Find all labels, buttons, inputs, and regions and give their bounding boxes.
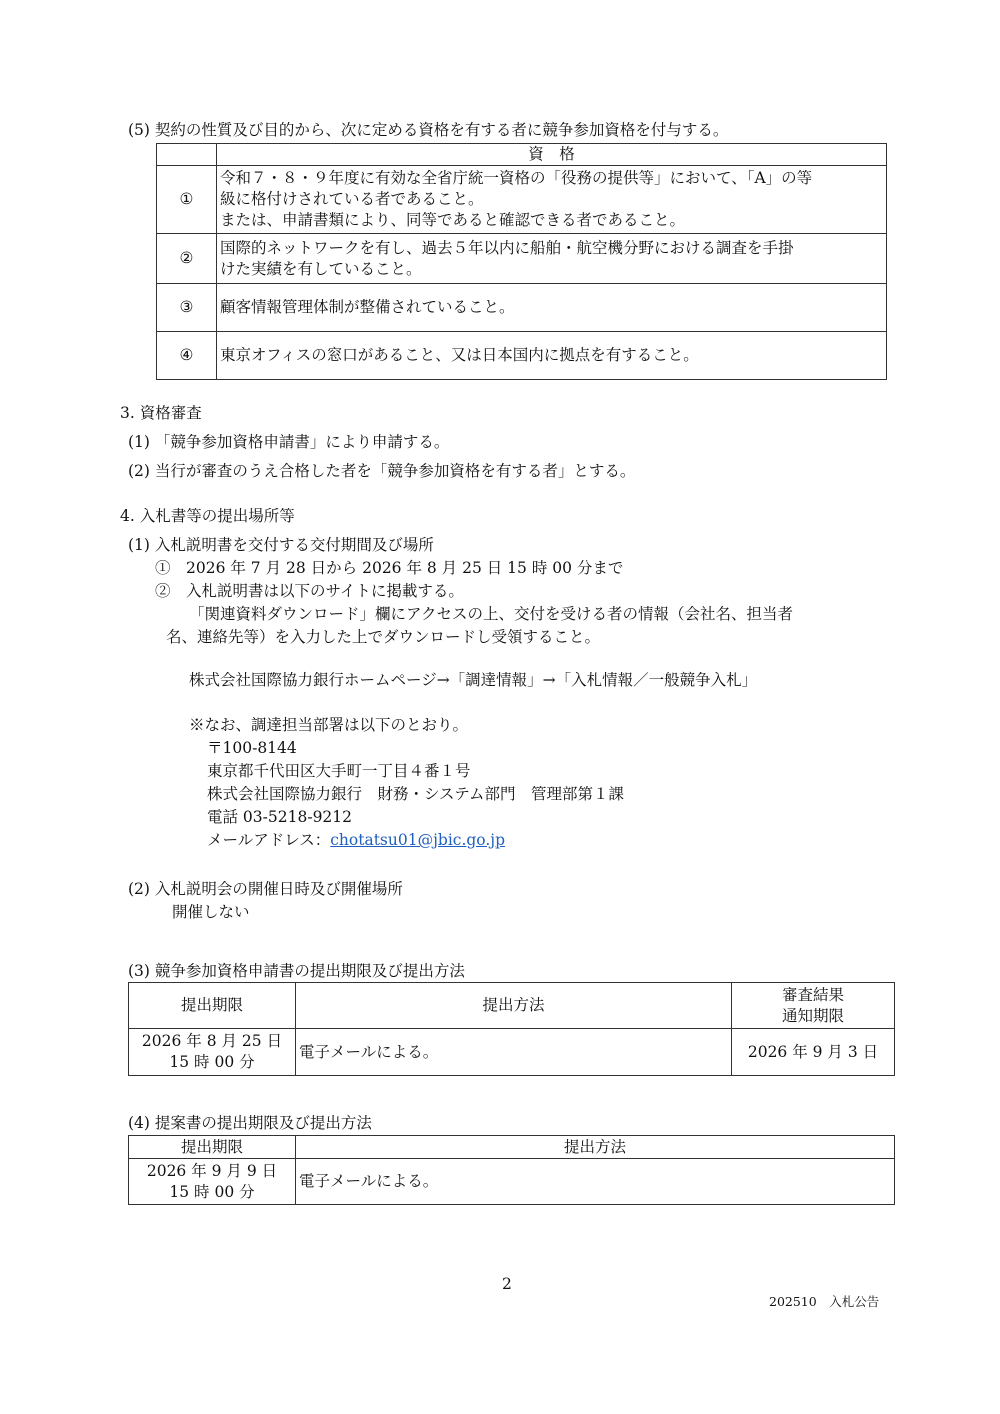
row-number: ③ [157, 284, 217, 332]
table-row [157, 332, 887, 380]
deadline-date: 2026 年 8 月 25 日 [141, 1032, 283, 1051]
table-row [157, 284, 887, 332]
row-number: ④ [157, 332, 217, 380]
phone: 電話 03-5218-9212 [207, 808, 353, 826]
sub1-heading: (1) 入札説明書を交付する交付期間及び場所 [128, 536, 434, 554]
sub4-heading: (4) 提案書の提出期限及び提出方法 [128, 1114, 372, 1132]
section3-item: (1) 「競争参加資格申請書」により申請する。 [128, 433, 450, 451]
col-method-header: 提出方法 [296, 1136, 895, 1159]
deadline-cell [129, 1159, 296, 1205]
qualification-table [156, 143, 887, 380]
text-line: 級に格付けされている者であること。 [220, 190, 484, 209]
department: 株式会社国際協力銀行 財務・システム部門 管理部第１課 [207, 785, 624, 803]
proposal-table [128, 1135, 895, 1205]
col-deadline-header: 提出期限 [129, 983, 296, 1029]
site-path: 株式会社国際協力銀行ホームページ→「調達情報」→「入札情報／一般競争入札」 [189, 671, 758, 689]
section5-heading: (5) 契約の性質及び目的から、次に定める資格を有する者に競争参加資格を付与する。 [128, 121, 729, 139]
text-line: 東京オフィスの窓口があること、又は日本国内に拠点を有すること。 [220, 346, 699, 365]
deadline-date: 2026 年 9 月 9 日 [146, 1161, 278, 1180]
text-line: 国際的ネットワークを有し、過去５年以内に船舶・航空機分野における調査を手掛 [220, 238, 794, 257]
table-row [129, 1029, 895, 1076]
qualification-text [217, 234, 887, 284]
qualification-text [217, 166, 887, 234]
table-row [157, 234, 887, 284]
table-row [129, 1159, 895, 1205]
row-number: ② [157, 234, 217, 284]
sub2-heading: (2) 入札説明会の開催日時及び開催場所 [128, 880, 403, 898]
table-row [157, 166, 887, 234]
row-number: ① [157, 166, 217, 234]
col-method-header: 提出方法 [296, 983, 732, 1029]
postal-code: 〒100-8144 [207, 739, 297, 757]
deadline-time: 15 時 00 分 [169, 1182, 255, 1201]
deadline-time: 15 時 00 分 [169, 1053, 255, 1071]
table-corner-cell [157, 144, 217, 166]
col-deadline-header: 提出期限 [129, 1136, 296, 1159]
sub2-body: 開催しない [172, 903, 250, 921]
header-line: 審査結果 [781, 985, 844, 1004]
section4-heading: 4. 入札書等の提出場所等 [120, 507, 295, 525]
text-line: 令和７・８・９年度に有効な全省庁統一資格の「役務の提供等」において、「A」の等 [220, 169, 813, 188]
text-line: 顧客情報管理体制が整備されていること。 [220, 298, 515, 317]
document-code: 202510 入札公告 [769, 1294, 880, 1309]
sub1-item-site: ② 入札説明書は以下のサイトに掲載する。 [155, 582, 464, 600]
qualification-text [217, 332, 887, 380]
email-label: メールアドレス： [207, 831, 331, 849]
application-table [128, 982, 895, 1076]
method-cell: 電子メールによる。 [296, 1029, 732, 1076]
col-notify-header [732, 983, 895, 1029]
text-line: または、申請書類により、同等であると確認できる者であること。 [220, 210, 686, 229]
method-cell: 電子メールによる。 [296, 1159, 895, 1205]
contact-note: ※なお、調達担当部署は以下のとおり。 [189, 716, 469, 734]
sub1-paragraph: 「関連資料ダウンロード」欄にアクセスの上、交付を受ける者の情報（会社名、担当者 [189, 605, 794, 623]
section3-heading: 3. 資格審査 [120, 404, 202, 422]
email-link[interactable]: chotatsu01@jbic.go.jp [330, 831, 506, 849]
qualification-text [217, 284, 887, 332]
notify-cell: 2026 年 9 月 3 日 [732, 1029, 895, 1076]
header-line: 通知期限 [781, 1006, 844, 1025]
text-line: けた実績を有していること。 [220, 259, 422, 278]
sub3-heading: (3) 競争参加資格申請書の提出期限及び提出方法 [128, 962, 465, 980]
address: 東京都千代田区大手町一丁目４番１号 [207, 762, 471, 780]
section3-item: (2) 当行が審査のうえ合格した者を「競争参加資格を有する者」とする。 [128, 462, 636, 480]
sub1-item-period: ① 2026 年 7 月 28 日から 2026 年 8 月 25 日 15 時 00 分まで [155, 559, 624, 577]
sub1-paragraph-cont: 名、連絡先等）を入力した上でダウンロードし受領すること。 [166, 628, 601, 646]
email-row [207, 830, 505, 851]
page-number: 2 [502, 1275, 512, 1293]
qualification-header: 資 格 [217, 144, 887, 166]
deadline-cell [129, 1029, 296, 1076]
